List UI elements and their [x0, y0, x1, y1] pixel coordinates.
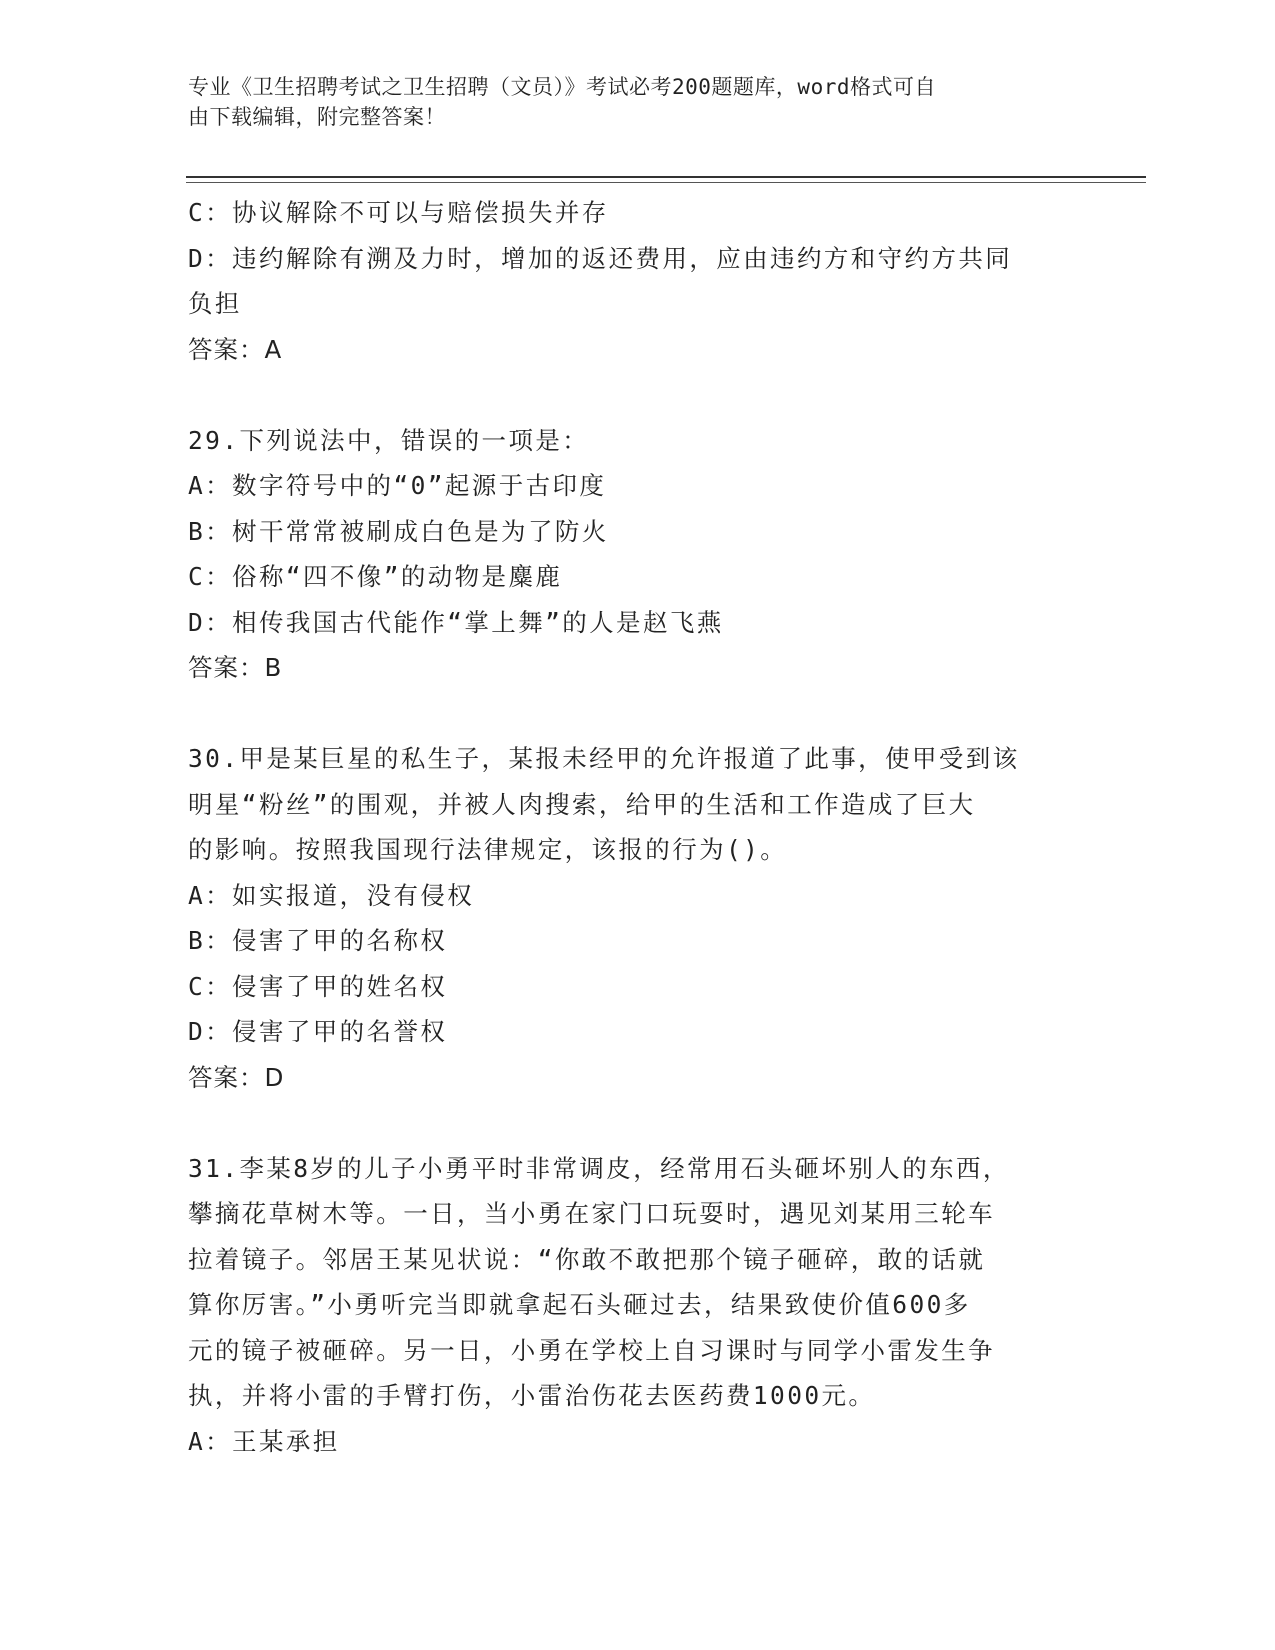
option-c: C：俗称“四不像”的动物是麋鹿	[188, 562, 563, 591]
question-stem-continued: 拉着镜子。邻居王某见状说：“你敢不敢把那个镜子砸碎，敢的话就	[188, 1244, 986, 1274]
option-a: A：如实报道，没有侵权	[188, 880, 475, 910]
spacer	[188, 372, 1068, 418]
question-stem: 31.李某8岁的儿子小勇平时非常调皮，经常用石头砸坏别人的东西，	[188, 1153, 1010, 1183]
option-d: D：相传我国古代能作“掌上舞”的人是赵飞燕	[188, 607, 724, 637]
answer: 答案：D	[188, 1062, 285, 1092]
option-d-continued: 负担	[188, 289, 242, 318]
question-30	[188, 736, 1068, 1100]
question-28-tail	[188, 190, 1068, 372]
document-header	[188, 72, 1068, 132]
document-body	[188, 190, 1068, 1464]
question-stem-continued: 明星“粉丝”的围观，并被人肉搜索，给甲的生活和工作造成了巨大	[188, 789, 976, 819]
option-b: B：侵害了甲的名称权	[188, 926, 448, 955]
question-stem: 30.甲是某巨星的私生子，某报未经甲的允许报道了此事，使甲受到该	[188, 744, 1020, 773]
question-stem-continued: 元的镜子被砸碎。另一日，小勇在学校上自习课时与同学小雷发生争	[188, 1335, 995, 1365]
option-b: B：树干常常被刷成白色是为了防火	[188, 516, 609, 546]
question-stem: 29.下列说法中，错误的一项是：	[188, 425, 590, 455]
option-a: A：数字符号中的“0”起源于古印度	[188, 471, 607, 500]
spacer	[188, 1100, 1068, 1146]
spacer	[188, 691, 1068, 737]
question-stem-continued: 执，并将小雷的手臂打伤，小雷治伤花去医药费1000元。	[188, 1381, 876, 1410]
option-c: C：协议解除不可以与赔偿损失并存	[188, 198, 609, 227]
header-line-2: 由下载编辑，附完整答案！	[188, 105, 446, 129]
question-31	[188, 1146, 1068, 1465]
option-d: D：侵害了甲的名誉权	[188, 1017, 448, 1046]
header-line-1: 专业《卫生招聘考试之卫生招聘（文员）》考试必考200题题库，word格式可自	[188, 75, 936, 99]
question-stem-continued: 的影响。按照我国现行法律规定，该报的行为()。	[188, 835, 788, 864]
question-stem-continued: 攀摘花草树木等。一日，当小勇在家门口玩耍时，遇见刘某用三轮车	[188, 1199, 995, 1228]
answer: 答案：B	[188, 653, 283, 682]
answer: 答案：A	[188, 334, 283, 364]
question-stem-continued: 算你厉害。”小勇听完当即就拿起石头砸过去，结果致使价值600多	[188, 1290, 971, 1319]
question-29	[188, 418, 1068, 691]
header-divider-thin	[186, 182, 1146, 183]
option-c: C：侵害了甲的姓名权	[188, 971, 448, 1001]
header-divider-thick	[186, 176, 1146, 178]
option-a: A：王某承担	[188, 1426, 340, 1456]
option-d: D：违约解除有溯及力时，增加的返还费用，应由违约方和守约方共同	[188, 243, 1013, 273]
